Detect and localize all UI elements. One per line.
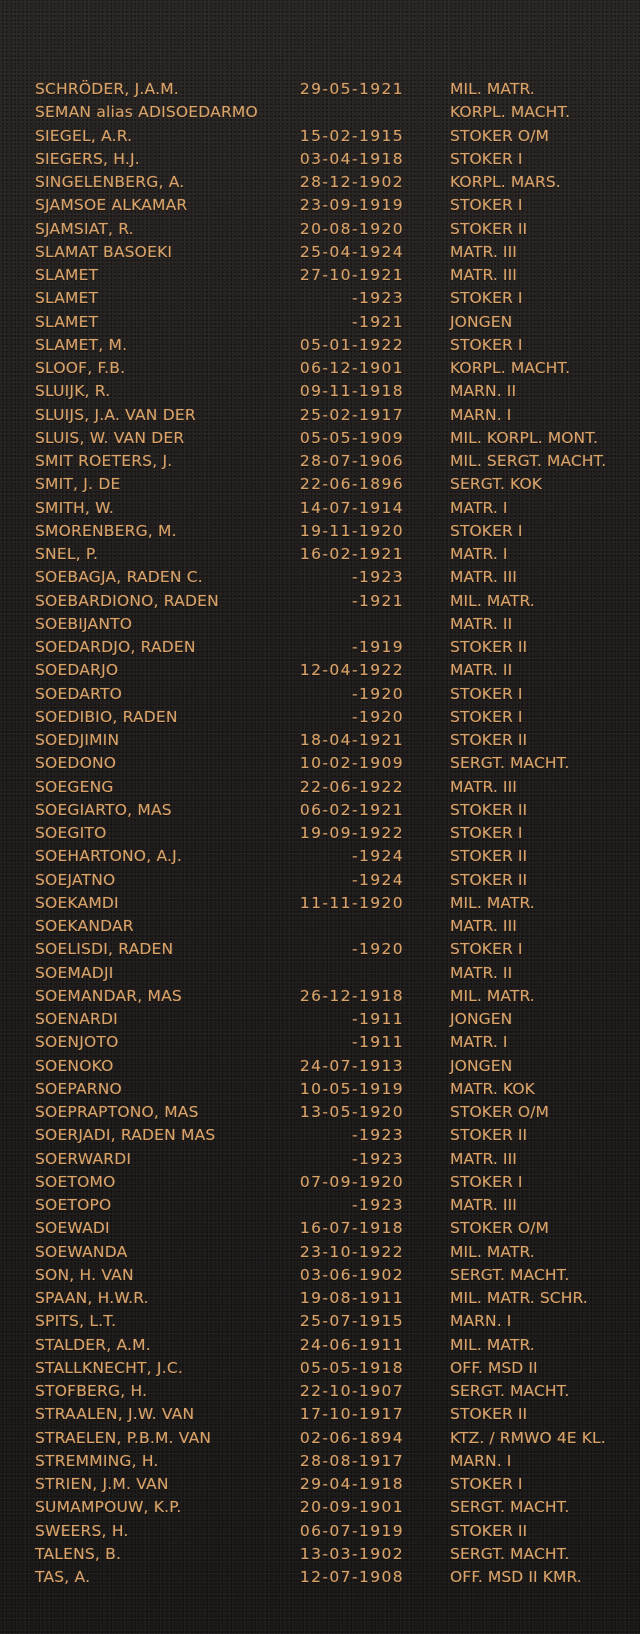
entry-rank: STOKER O/M	[450, 1103, 549, 1121]
entry-rank: SERGT. MACHT.	[450, 754, 570, 773]
entry-date: 24-07-1913	[299, 1056, 404, 1075]
roll-entry	[0, 1008, 640, 1031]
roll-entry	[0, 404, 640, 427]
entry-date: 05-01-1922	[299, 335, 404, 354]
roll-entry	[0, 613, 640, 636]
entry-name: SOEGENG	[35, 777, 114, 796]
entry-name: SOEKAMDI	[35, 893, 119, 912]
entry-date: 05-05-1909	[299, 428, 404, 447]
entry-name: STRAELEN, P.B.M. VAN	[35, 1428, 212, 1447]
entry-date: 22-06-1896	[299, 475, 404, 494]
roll-entry	[0, 427, 640, 450]
roll-entry	[0, 636, 640, 659]
roll-entry	[0, 1148, 640, 1171]
entry-rank: STOKER O/M	[450, 1219, 549, 1238]
entry-rank: MATR. III	[450, 1196, 517, 1214]
roll-entry	[0, 1241, 640, 1264]
roll-entry	[0, 962, 640, 985]
roll-entry	[0, 1543, 640, 1566]
entry-date: -1911	[351, 1033, 404, 1052]
entry-name: SOEKANDAR	[35, 917, 134, 935]
entry-date: 22-10-1907	[299, 1382, 404, 1400]
entry-date: 20-08-1920	[299, 219, 404, 238]
entry-name: SOEGITO	[35, 824, 107, 842]
entry-date: 13-05-1920	[299, 1103, 404, 1121]
entry-rank: MIL. KORPL. MONT.	[450, 428, 598, 447]
entry-name: SOEHARTONO, A.J.	[35, 847, 183, 866]
entry-rank: MATR. III	[450, 242, 517, 261]
entry-rank: STOKER I	[450, 289, 523, 308]
entry-date: -1911	[351, 1010, 404, 1028]
entry-date: 20-09-1901	[299, 1498, 404, 1517]
roll-entry	[0, 683, 640, 706]
roll-entry	[0, 101, 640, 124]
roll-entry	[0, 1334, 640, 1357]
entry-date: 26-12-1918	[299, 986, 404, 1005]
roll-entry	[0, 845, 640, 868]
entry-name: SOEDJIMIN	[35, 731, 120, 749]
entry-date: 14-07-1914	[299, 498, 404, 517]
entry-rank: JONGEN	[450, 312, 513, 331]
entry-name: SOEBAGJA, RADEN C.	[35, 568, 203, 587]
entry-date: -1923	[351, 568, 404, 587]
roll-entry	[0, 357, 640, 380]
entry-date: 07-09-1920	[299, 1172, 404, 1191]
entry-rank: MIL. MATR.	[450, 1335, 535, 1354]
entry-date: -1921	[351, 312, 404, 331]
entry-name: SOENOKO	[35, 1056, 114, 1075]
entry-rank: JONGEN	[450, 1010, 513, 1028]
entry-name: SOERJADI, RADEN MAS	[35, 1126, 216, 1145]
entry-name: SLAMET	[35, 266, 99, 284]
roll-entry	[0, 125, 640, 148]
roll-entry	[0, 1055, 640, 1078]
entry-name: STRIEN, J.M. VAN	[35, 1475, 169, 1493]
entry-date: 13-03-1902	[299, 1544, 404, 1563]
roll-entry	[0, 1380, 640, 1403]
entry-name: SCHRÖDER, J.A.M.	[35, 80, 179, 98]
entry-name: SOEDARJO	[35, 661, 119, 680]
entry-name: SOELISDI, RADEN	[35, 940, 174, 959]
entry-name: SOETOPO	[35, 1196, 112, 1214]
entry-name: SOEDARTO	[35, 684, 123, 703]
entry-rank: SERGT. MACHT.	[450, 1382, 570, 1400]
roll-entry	[0, 915, 640, 938]
roll-entry	[0, 1101, 640, 1124]
entry-rank: MATR. I	[450, 1033, 508, 1052]
entry-date: 17-10-1917	[299, 1405, 404, 1424]
entry-date: -1923	[351, 1126, 404, 1145]
entry-name: SLUIS, W. VAN DER	[35, 428, 185, 447]
entry-rank: STOKER O/M	[450, 126, 549, 145]
entry-date: 10-02-1909	[299, 754, 404, 773]
entry-rank: STOKER I	[450, 684, 523, 703]
entry-date: 16-07-1918	[299, 1219, 404, 1238]
entry-rank: MATR. II	[450, 661, 513, 680]
entry-rank: MATR. I	[450, 545, 508, 563]
roll-entry	[0, 752, 640, 775]
roll-entry	[0, 1357, 640, 1380]
entry-name: SWEERS, H.	[35, 1521, 129, 1540]
entry-name: TALENS, B.	[35, 1544, 122, 1563]
roll-entry	[0, 1520, 640, 1543]
entry-rank: STOKER I	[450, 1172, 523, 1191]
roll-entry	[0, 1310, 640, 1333]
roll-entry	[0, 497, 640, 520]
entry-name: SLUIJK, R.	[35, 382, 111, 401]
entry-name: STOFBERG, H.	[35, 1382, 148, 1400]
entry-name: SOEPARNO	[35, 1079, 122, 1098]
entry-name: SLAMET	[35, 289, 99, 308]
roll-entry	[0, 171, 640, 194]
entry-name: SMITH, W.	[35, 498, 115, 517]
entry-rank: SERGT. MACHT.	[450, 1498, 570, 1517]
roll-entry	[0, 1403, 640, 1426]
entry-rank: MATR. II	[450, 614, 513, 633]
entry-date: 19-08-1911	[299, 1289, 404, 1307]
entry-name: SOEBARDIONO, RADEN	[35, 591, 219, 610]
roll-entry	[0, 1287, 640, 1310]
entry-name: SLUIJS, J.A. VAN DER	[35, 405, 196, 424]
entry-rank: STOKER I	[450, 196, 523, 215]
entry-name: SUMAMPOUW, K.P.	[35, 1498, 182, 1517]
entry-rank: STOKER II	[450, 847, 528, 866]
entry-rank: STOKER I	[450, 149, 523, 168]
entry-rank: KORPL. MACHT.	[450, 103, 571, 122]
entry-rank: MATR. III	[450, 917, 517, 935]
roll-entry	[0, 148, 640, 171]
entry-name: SEMAN alias ADISOEDARMO	[35, 103, 258, 122]
entry-rank: MATR. III	[450, 568, 517, 587]
entry-rank: MIL. MATR.	[450, 893, 535, 912]
entry-rank: MIL. MATR.	[450, 591, 535, 610]
entry-name: SOEBIJANTO	[35, 614, 133, 633]
roll-entry	[0, 241, 640, 264]
entry-name: SOEGIARTO, MAS	[35, 800, 172, 819]
entry-date: -1921	[351, 591, 404, 610]
entry-rank: STOKER II	[450, 219, 528, 238]
entry-name: SOEPRAPTONO, MAS	[35, 1103, 199, 1121]
entry-name: SMIT ROETERS, J.	[35, 452, 173, 470]
entry-rank: STOKER I	[450, 707, 523, 726]
roll-entry	[0, 1217, 640, 1240]
roll-entry	[0, 1031, 640, 1054]
entry-name: SPITS, L.T.	[35, 1312, 117, 1331]
roll-entry	[0, 520, 640, 543]
entry-date: 02-06-1894	[299, 1428, 404, 1447]
entry-date: 03-06-1902	[299, 1265, 404, 1284]
roll-entry	[0, 78, 640, 101]
roll-entry	[0, 218, 640, 241]
entry-date: 28-07-1906	[299, 452, 404, 470]
entry-name: STALDER, A.M.	[35, 1335, 151, 1354]
entry-rank: SERGT. MACHT.	[450, 1265, 570, 1284]
entry-date: 18-04-1921	[299, 731, 404, 749]
entry-name: SOEJATNO	[35, 870, 116, 889]
entry-rank: STOKER I	[450, 940, 523, 959]
roll-entry	[0, 1427, 640, 1450]
entry-rank: MIL. MATR.	[450, 1242, 535, 1261]
entry-rank: STOKER II	[450, 1521, 528, 1540]
roll-entry	[0, 334, 640, 357]
entry-date: 12-07-1908	[299, 1568, 404, 1586]
entry-date: -1923	[351, 1149, 404, 1168]
entry-date: -1923	[351, 289, 404, 308]
roll-entry	[0, 799, 640, 822]
entry-date: 05-05-1918	[299, 1358, 404, 1377]
entry-name: SLAMAT BASOEKI	[35, 242, 173, 261]
entry-name: SLAMET, M.	[35, 335, 128, 354]
entry-name: SOEDARDJO, RADEN	[35, 638, 196, 656]
entry-rank: STOKER I	[450, 824, 523, 842]
entry-rank: OFF. MSD II	[450, 1358, 538, 1377]
roll-entry	[0, 1473, 640, 1496]
entry-date: -1920	[351, 940, 404, 959]
entry-rank: OFF. MSD II KMR.	[450, 1568, 582, 1586]
entry-rank: MIL. SERGT. MACHT.	[450, 452, 607, 470]
entry-date: 16-02-1921	[299, 545, 404, 563]
roll-entry	[0, 1264, 640, 1287]
roll-entry	[0, 1496, 640, 1519]
entry-rank: MARN. I	[450, 1451, 512, 1470]
entry-date: -1920	[351, 684, 404, 703]
roll-entry	[0, 1171, 640, 1194]
roll-entry	[0, 1450, 640, 1473]
entry-name: SOETOMO	[35, 1172, 116, 1191]
entry-rank: KTZ. / RMWO 4E KL.	[450, 1428, 606, 1447]
entry-rank: STOKER II	[450, 870, 528, 889]
entry-name: SMIT, J. DE	[35, 475, 121, 494]
roll-entry	[0, 1566, 640, 1589]
entry-rank: KORPL. MACHT.	[450, 359, 571, 377]
entry-date: 15-02-1915	[299, 126, 404, 145]
entry-rank: STOKER II	[450, 800, 528, 819]
entry-date: 28-12-1902	[299, 173, 404, 191]
entry-date: -1924	[351, 847, 404, 866]
entry-rank: STOKER I	[450, 335, 523, 354]
entry-rank: STOKER II	[450, 1405, 528, 1424]
roll-entry	[0, 938, 640, 961]
entry-name: SOEDONO	[35, 754, 117, 773]
entry-rank: MARN. I	[450, 405, 512, 424]
entry-rank: MATR. II	[450, 963, 513, 982]
entry-date: 12-04-1922	[299, 661, 404, 680]
entry-date: 19-11-1920	[299, 521, 404, 540]
entry-name: SMORENBERG, M.	[35, 521, 177, 540]
entry-date: 22-06-1922	[299, 777, 404, 796]
entry-date: 11-11-1920	[299, 893, 404, 912]
entry-date: -1923	[351, 1196, 404, 1214]
entry-date: 06-12-1901	[299, 359, 404, 377]
entry-name: TAS, A.	[35, 1568, 91, 1586]
roll-entry	[0, 590, 640, 613]
entry-rank: MIL. MATR.	[450, 986, 535, 1005]
entry-name: SON, H. VAN	[35, 1265, 134, 1284]
entry-name: SOERWARDI	[35, 1149, 132, 1168]
entry-date: 27-10-1921	[299, 266, 404, 284]
roll-entry	[0, 822, 640, 845]
entry-rank: KORPL. MARS.	[450, 173, 561, 191]
entry-rank: MATR. III	[450, 777, 517, 796]
entry-name: SLOOF, F.B.	[35, 359, 126, 377]
roll-entry	[0, 1194, 640, 1217]
entry-name: SOEMADJI	[35, 963, 114, 982]
entry-date: -1920	[351, 707, 404, 726]
entry-rank: MARN. I	[450, 1312, 512, 1331]
entry-name: STRAALEN, J.W. VAN	[35, 1405, 195, 1424]
entry-date: 28-08-1917	[299, 1451, 404, 1470]
entry-rank: STOKER I	[450, 521, 523, 540]
entry-rank: MIL. MATR.	[450, 80, 535, 98]
roll-entry	[0, 869, 640, 892]
entry-name: SOEMANDAR, MAS	[35, 986, 182, 1005]
entry-rank: SERGT. KOK	[450, 475, 543, 494]
entry-name: SNEL, P.	[35, 545, 99, 563]
roll-entry	[0, 264, 640, 287]
entry-date: 06-02-1921	[299, 800, 404, 819]
roll-entry	[0, 450, 640, 473]
entry-rank: SERGT. MACHT.	[450, 1544, 570, 1563]
entry-date: -1919	[351, 638, 404, 656]
entry-rank: MATR. III	[450, 266, 517, 284]
entry-date: 25-07-1915	[299, 1312, 404, 1331]
entry-name: SINGELENBERG, A.	[35, 173, 185, 191]
entry-date: 10-05-1919	[299, 1079, 404, 1098]
roll-entry	[0, 311, 640, 334]
entry-rank: STOKER I	[450, 1475, 523, 1493]
entry-date: 23-10-1922	[299, 1242, 404, 1261]
entry-name: SIEGERS, H.J.	[35, 149, 140, 168]
entry-date: 25-02-1917	[299, 405, 404, 424]
entry-date: 24-06-1911	[299, 1335, 404, 1354]
roll-entry	[0, 706, 640, 729]
entry-rank: MATR. KOK	[450, 1079, 535, 1098]
entry-name: SJAMSIAT, R.	[35, 219, 134, 238]
roll-entry	[0, 543, 640, 566]
entry-date: 06-07-1919	[299, 1521, 404, 1540]
entry-name: SLAMET	[35, 312, 99, 331]
entry-rank: JONGEN	[450, 1056, 513, 1075]
entry-date: 19-09-1922	[299, 824, 404, 842]
roll-entry	[0, 194, 640, 217]
roll-entry	[0, 659, 640, 682]
entry-name: SPAAN, H.W.R.	[35, 1289, 149, 1307]
entry-rank: STOKER II	[450, 731, 528, 749]
entry-date: 09-11-1918	[299, 382, 404, 401]
roll-entry	[0, 566, 640, 589]
roll-entry	[0, 380, 640, 403]
roll-entry	[0, 1078, 640, 1101]
entry-date: 29-04-1918	[299, 1475, 404, 1493]
roll-entry	[0, 1124, 640, 1147]
entry-name: SJAMSOE ALKAMAR	[35, 196, 188, 215]
entry-rank: MARN. II	[450, 382, 517, 401]
entry-name: SOENJOTO	[35, 1033, 119, 1052]
roll-entry	[0, 776, 640, 799]
roll-entry	[0, 892, 640, 915]
entry-date: 29-05-1921	[299, 80, 404, 98]
entry-date: 25-04-1924	[299, 242, 404, 261]
entry-name: SOEDIBIO, RADEN	[35, 707, 178, 726]
roll-entry	[0, 473, 640, 496]
entry-name: SIEGEL, A.R.	[35, 126, 133, 145]
roll-entry	[0, 729, 640, 752]
entry-rank: MATR. III	[450, 1149, 517, 1168]
entry-date: 23-09-1919	[299, 196, 404, 215]
roll-entry	[0, 985, 640, 1008]
entry-name: SOEWANDA	[35, 1242, 128, 1261]
entry-name: SOENARDI	[35, 1010, 118, 1028]
entry-rank: STOKER II	[450, 638, 528, 656]
entry-name: SOEWADI	[35, 1219, 110, 1238]
entry-date: 03-04-1918	[299, 149, 404, 168]
entry-rank: MIL. MATR. SCHR.	[450, 1289, 588, 1307]
entry-rank: STOKER II	[450, 1126, 528, 1145]
entry-name: STREMMING, H.	[35, 1451, 159, 1470]
entry-date: -1924	[351, 870, 404, 889]
roll-entry	[0, 287, 640, 310]
entry-name: STALLKNECHT, J.C.	[35, 1358, 183, 1377]
entry-rank: MATR. I	[450, 498, 508, 517]
name-roll	[0, 78, 640, 1589]
